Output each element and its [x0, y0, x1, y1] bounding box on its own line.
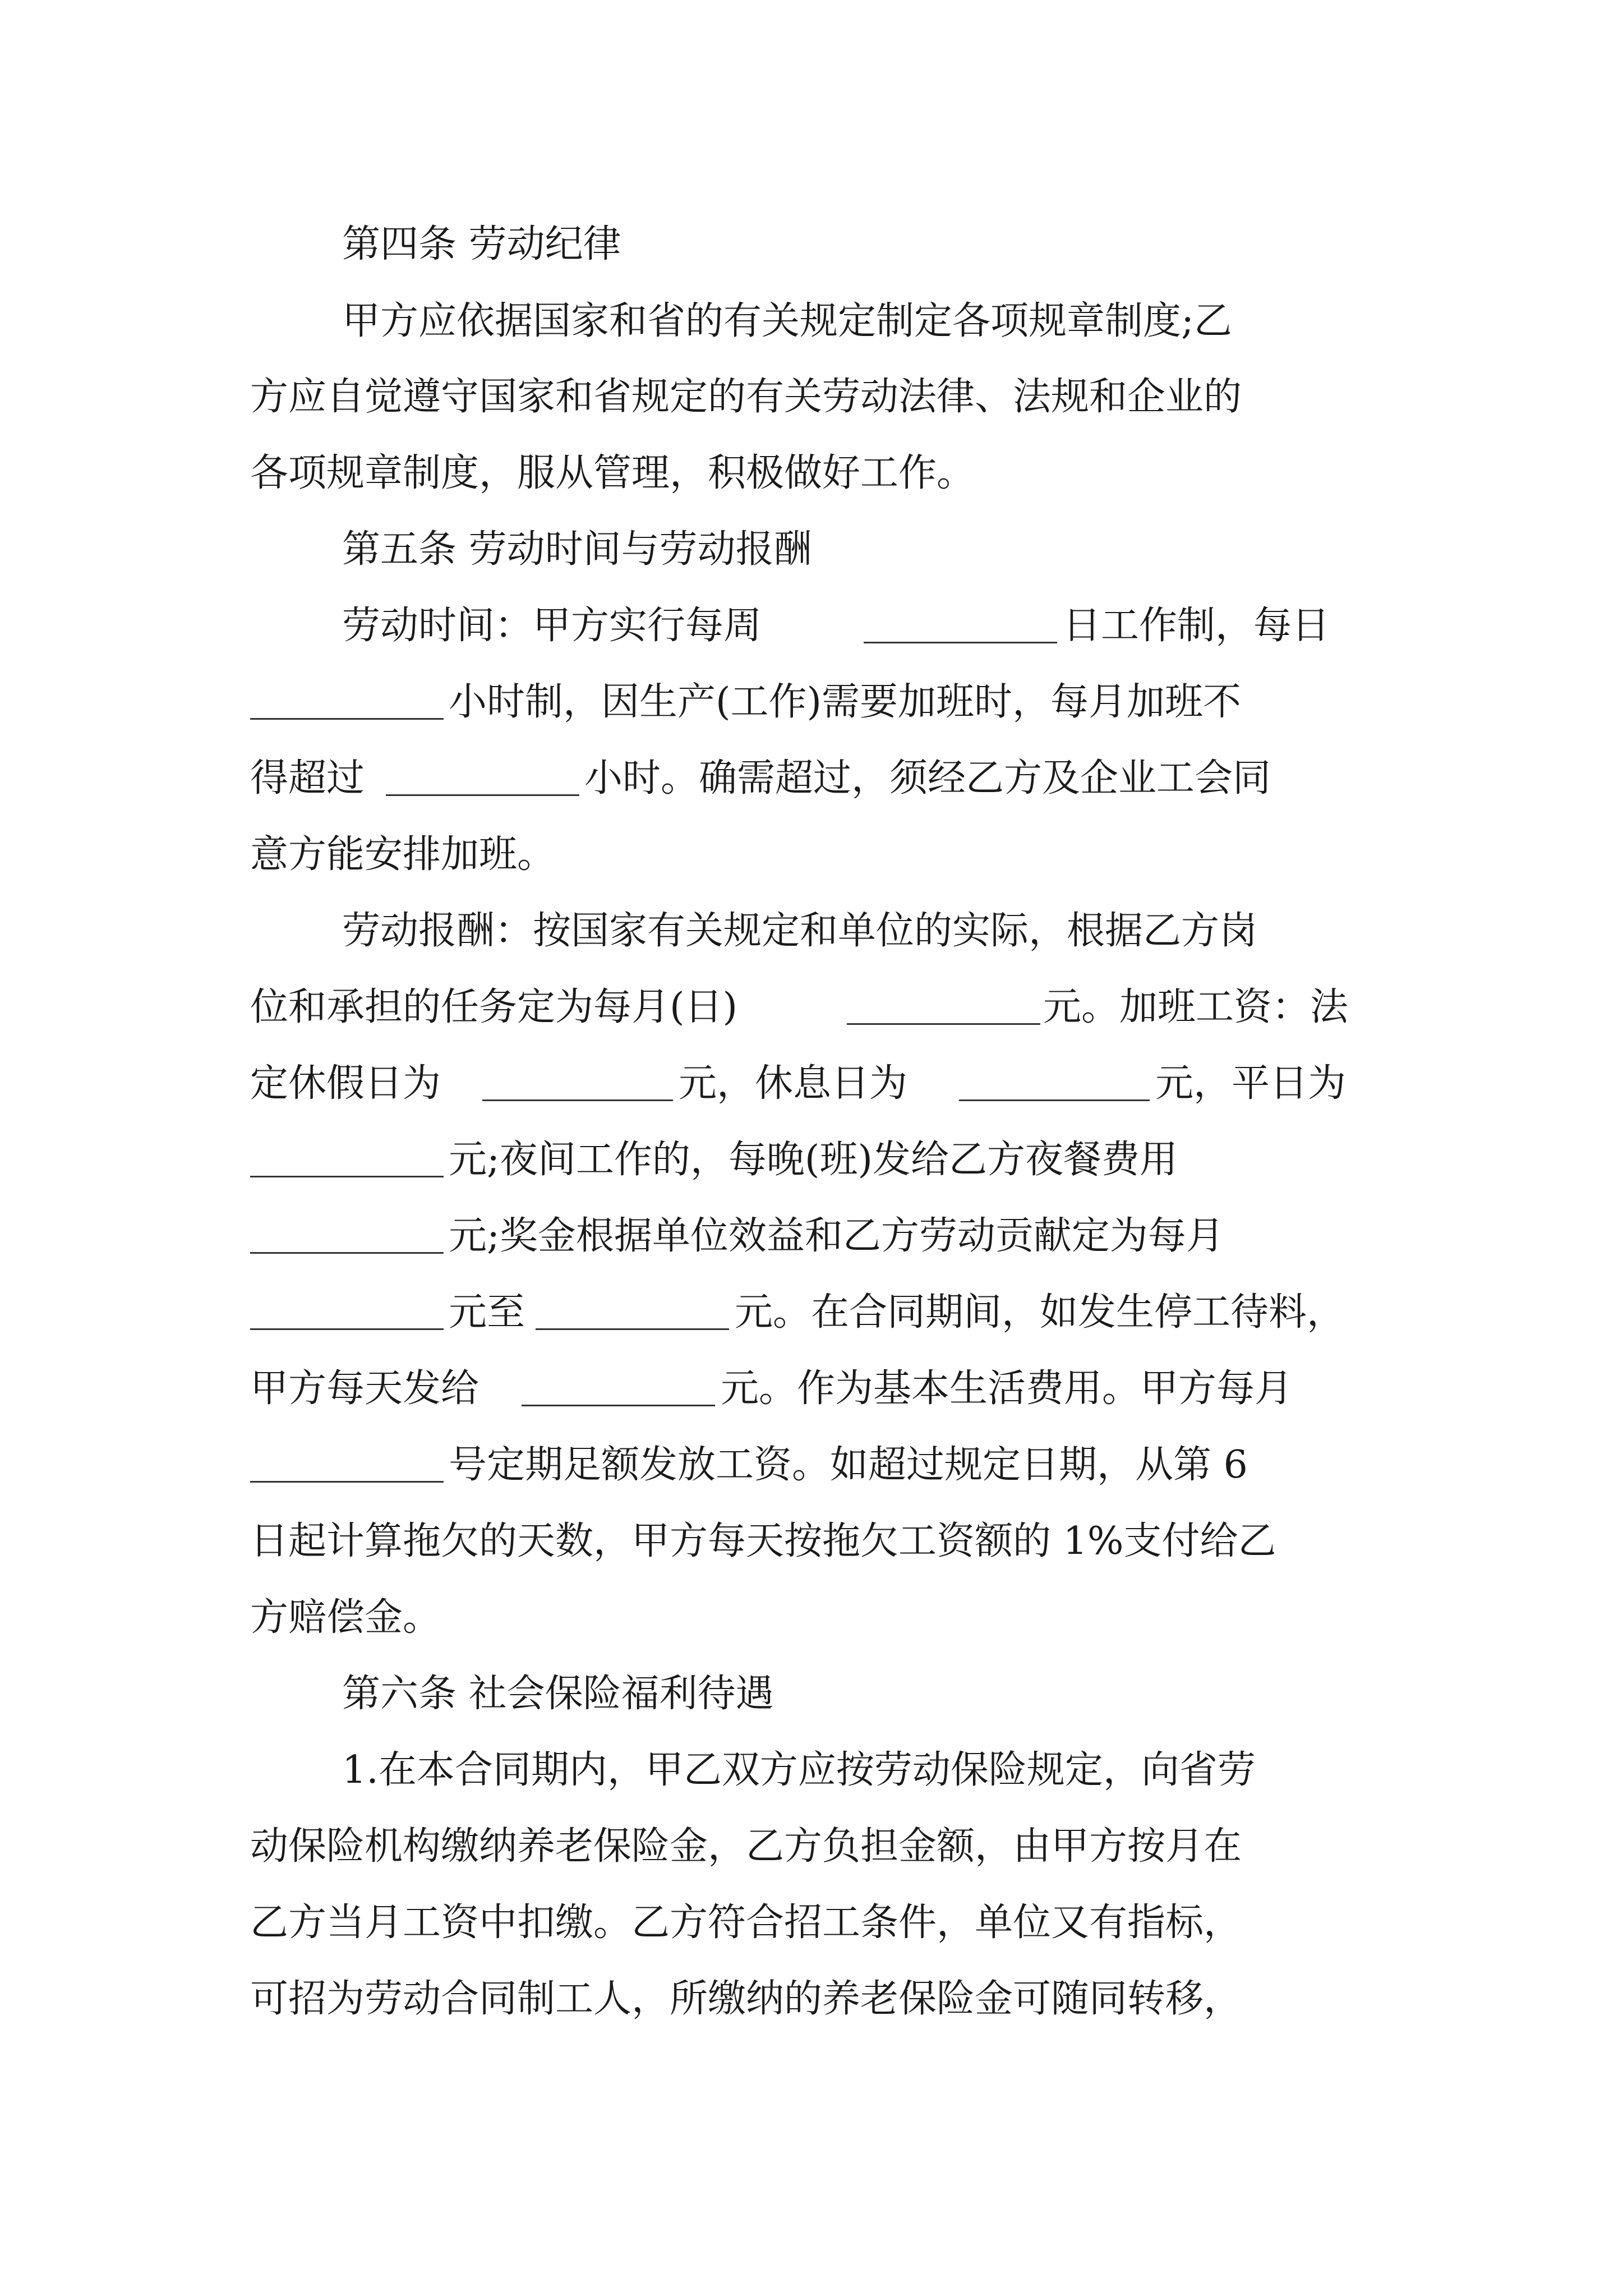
- fill-in-blank[interactable]: [386, 794, 579, 796]
- paragraph-line: [0, 903, 1623, 959]
- paragraph-line: [0, 1437, 1623, 1493]
- text-segment: 元，休息日为: [679, 1061, 908, 1106]
- fill-in-blank[interactable]: [250, 1328, 444, 1330]
- article6-heading: [0, 1666, 1623, 1722]
- text-line: 乙方当月工资中扣缴。乙方符合招工条件，单位又有指标，: [250, 1901, 1242, 1945]
- paragraph-line: [0, 751, 1623, 807]
- text-line: 1.在本合同期内，甲乙双方应按劳动保险规定，向省劳: [342, 1748, 1256, 1792]
- paragraph-line: [0, 1819, 1623, 1875]
- text-segment: 小时。确需超过，须经乙方及企业工会同: [584, 756, 1271, 800]
- article4-heading: [0, 217, 1623, 273]
- paragraph-line: [0, 1361, 1623, 1417]
- paragraph-line: [0, 979, 1623, 1036]
- fill-in-blank[interactable]: [482, 1099, 673, 1101]
- text-segment: 元，平日为: [1155, 1061, 1347, 1106]
- paragraph-line: [0, 1513, 1623, 1570]
- heading-text: 第四条 劳动纪律: [342, 222, 621, 266]
- paragraph-line: [0, 1208, 1623, 1264]
- fill-in-blank[interactable]: [250, 1481, 444, 1483]
- heading-text: 第六条 社会保险福利待遇: [342, 1672, 774, 1716]
- article5-heading: [0, 522, 1623, 578]
- fill-in-blank[interactable]: [250, 1252, 444, 1254]
- paragraph-line: [0, 674, 1623, 730]
- fill-in-blank[interactable]: [250, 1176, 444, 1177]
- fill-in-blank[interactable]: [864, 642, 1057, 643]
- paragraph-line: [0, 1590, 1623, 1646]
- paragraph-line: [0, 1895, 1623, 1951]
- paragraph-line: [0, 1971, 1623, 2027]
- paragraph-line: [0, 827, 1623, 883]
- text-segment: 位和承担的任务定为每月(日): [250, 985, 738, 1029]
- text-segment: 小时制，因生产(工作)需要加班时，每月加班不: [449, 680, 1242, 724]
- fill-in-blank[interactable]: [522, 1405, 715, 1406]
- text-line: 可招为劳动合同制工人，所缴纳的养老保险金可随同转移，: [250, 1977, 1242, 2021]
- text-segment: 元。作为基本生活费用。甲方每月: [721, 1366, 1293, 1411]
- paragraph-line: [0, 293, 1623, 349]
- text-line: 甲方应依据国家和省的有关规定制定各项规章制度;乙: [342, 299, 1232, 343]
- text-segment: 得超过: [250, 756, 365, 800]
- text-segment: 元。加班工资：法: [1043, 985, 1349, 1029]
- fill-in-blank[interactable]: [847, 1023, 1040, 1025]
- text-segment: 意方能安排加班。: [250, 832, 556, 877]
- fill-in-blank[interactable]: [536, 1328, 729, 1330]
- paragraph-line: [0, 598, 1623, 654]
- text-segment: 日工作制，每日: [1063, 604, 1330, 648]
- text-segment: 元;夜间工作的，每晚(班)发给乙方夜餐费用: [449, 1138, 1178, 1182]
- text-segment: 劳动报酬：按国家有关规定和单位的实际，根据乙方岗: [342, 909, 1258, 953]
- paragraph-line: [0, 1056, 1623, 1112]
- paragraph-line: [0, 1285, 1623, 1341]
- text-line: 各项规章制度，服从管理，积极做好工作。: [250, 451, 975, 495]
- text-segment: 定休假日为: [250, 1061, 441, 1106]
- text-segment: 元。在合同期间，如发生停工待料，: [735, 1290, 1345, 1335]
- fill-in-blank[interactable]: [250, 718, 444, 720]
- text-segment: 劳动时间：甲方实行每周: [342, 604, 762, 648]
- heading-text: 第五条 劳动时间与劳动报酬: [342, 527, 812, 572]
- text-segment: 号定期足额发放工资。如超过规定日期，从第 6: [449, 1443, 1248, 1487]
- text-segment: 甲方每天发给: [250, 1366, 479, 1411]
- paragraph-line: [0, 369, 1623, 425]
- paragraph-line: [0, 445, 1623, 501]
- text-segment: 方赔偿金。: [250, 1595, 441, 1640]
- text-line: 动保险机构缴纳养老保险金，乙方负担金额，由甲方按月在: [250, 1824, 1242, 1869]
- fill-in-blank[interactable]: [959, 1099, 1150, 1101]
- paragraph-line: [0, 1742, 1623, 1798]
- text-line: 方应自觉遵守国家和省规定的有关劳动法律、法规和企业的: [250, 375, 1242, 419]
- text-segment: 元至: [449, 1290, 525, 1335]
- text-segment: 元;奖金根据单位效益和乙方劳动贡献定为每月: [449, 1214, 1224, 1258]
- paragraph-line: [0, 1132, 1623, 1188]
- text-segment: 日起计算拖欠的天数，甲方每天按拖欠工资额的 1%支付给乙: [250, 1519, 1276, 1563]
